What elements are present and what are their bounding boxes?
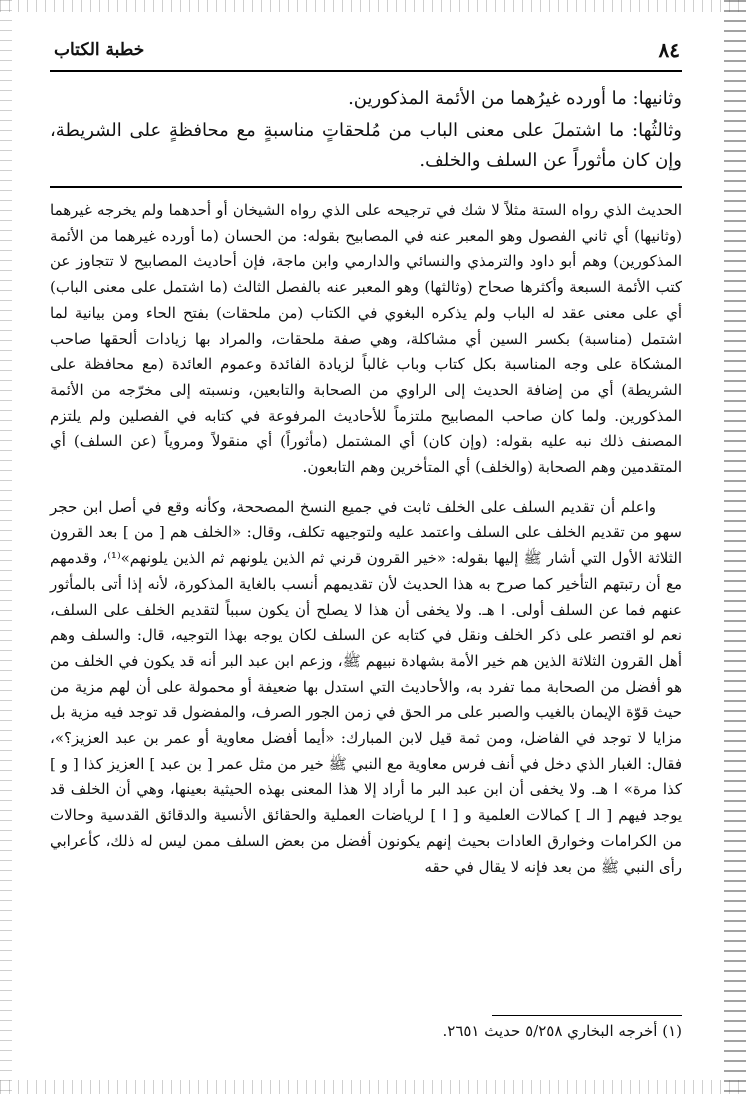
page-edge-left [0, 0, 12, 1094]
footnote-rule [492, 1015, 682, 1016]
commentary-text [50, 198, 682, 880]
page-header [50, 34, 682, 72]
running-title: خطبة الكتاب [54, 40, 145, 60]
page-number: ٨٤ [658, 38, 680, 62]
page-edge-right [724, 0, 746, 1094]
page-edge-bottom [0, 1080, 746, 1094]
commentary-paragraph-1: الحديث الذي رواه الستة مثلاً لا شك في ترجيحه على الذي رواه الشيخان أو أحدهما ولم يخرجه غيرهما (وثانيها) أي ثاني الفصول وهو المعبر عنه في المصابيح بقوله: من الحسان (ما أورده غيرهما من الأئمة المذكورين) وهم أبو داود والترمذي والنسائي والدارمي وابن ماجة، فإن أحاديث المصابيح لا تتجاوز عن كتب الأئمة السبعة وأكثرها صحاح (وثالثها) وهو المعبر عنه بالفصل الثالث (ما اشتمل على معنى الباب) أي على معنى عقد له الباب ولم يذكره البغوي في الكتاب (من ملحقات) بفتح الحاء ومن بيانية لما اشتمل (مناسبة) بكسر السين أي مشاكلة، وهي صفة ملحقات، والمراد بها زيادات ألحقها صاحب المشكاة على وجه المناسبة بكل كتاب وباب غالباً لزيادة الفائدة وعموم العائدة (مع محافظة على الشريطة) أي من إضافة الحديث إلى الراوي من الصحابة والتابعين، ونسبته إلى مخرّجه من الأئمة المذكورين. ولما كان صاحب المصابيح ملتزماً للأحاديث المرفوعة في كتابه في الفصلين ولم يلتزم المصنف ذلك نبه عليه بقوله: (وإن كان) أي المشتمل (مأثوراً) أي منقولاً ومروياً (عن السلف) أي المتقدمين وهم الصحابة (والخلف) أي المتأخرين وهم التابعون. [50, 201, 682, 477]
main-text [50, 84, 682, 176]
commentary-paragraph-2: واعلم أن تقديم السلف على الخلف ثابت في جميع النسخ المصححة، وكأنه وقع في أصل ابن حجر سهو من تقديم الخلف على السلف واعتمد عليه ولتوجيهه تكلف، وقال: «الخلف هم [ من ] بعد القرون الثلاثة الأول التي أشار ﷺ إليها بقوله: «خير القرون قرني ثم الذين يلونهم ثم الذين يلونهم»⁽¹⁾، وقدمهم مع أن رتبتهم التأخير كما صرح به هذا الحديث لأن تقديمهم أنسب بالغاية المذكورة، لأنه إذا أتى بالمأثور عنهم فما عن السلف أولى. ا هـ. ولا يخفى أن هذا لا يصلح أن يكون سبباً لتقديم الخلف على السلف، نعم لو اقتصر على ذكر الخلف ونقل في كتابه عن السلف لكان يوجه بهذا التوجيه، قال: والسلف وهم أهل القرون الثلاثة الذين هم خير الأمة بشهادة نبيهم ﷺ، وزعم ابن عبد البر أنه قد يكون في الخلف من هو أفضل من الصحابة مما تفرد به، والأحاديث التي استدل بها ضعيفة أو محمولة على أن لهم مزية من حيث قوّة الإيمان بالغيب والصبر على مر الحق في زمن الجور الصرف، والمفضول قد توجد فيه مزية بل مزايا لا توجد في الفاضل، ومن ثمة قيل لابن المبارك: «أيما أفضل معاوية أو عمر بن عبد العزيز؟»، فقال: الغبار الذي دخل في أنف فرس معاوية مع النبي ﷺ خير من مثل عمر [ بن عبد ] العزيز كذا [ و ] كذا مرة» ا هـ. ولا يخفى أن ابن عبد البر ما أراد إلا هذا المعنى بهذه الحيثية بعينها، وهي أن الخلف قد يوجد فيهم [ الـ ] كمالات العلمية و [ ا ] لرياضات العملية والحقائق الأنسية والدقائق القدسية وحالات من الكرامات وخوارق العادات بحيث إنهم يكونون أفضل من بعض السلف ممن ليس له ذلك، كأعرابي رأى النبي ﷺ من بعد فإنه لا يقال في حقه [50, 497, 682, 876]
matn-line-2: وثانيها: ما أورده غيرُهما من الأئمة المذكورين. [348, 88, 682, 109]
page-edge-top [0, 0, 746, 12]
matn-line-3: وثالثُها: ما اشتملَ على معنى الباب من مُلحقاتٍ مناسبةٍ مع محافظةٍ على الشريطة، وإن كان مأثوراً عن السلف والخلف. [50, 120, 682, 171]
book-page [50, 34, 682, 1074]
footnote: (١) أخرجه البخاري ٥/٢٥٨ حديث ٢٦٥١. [442, 1022, 682, 1040]
text-separator-rule [50, 186, 682, 188]
